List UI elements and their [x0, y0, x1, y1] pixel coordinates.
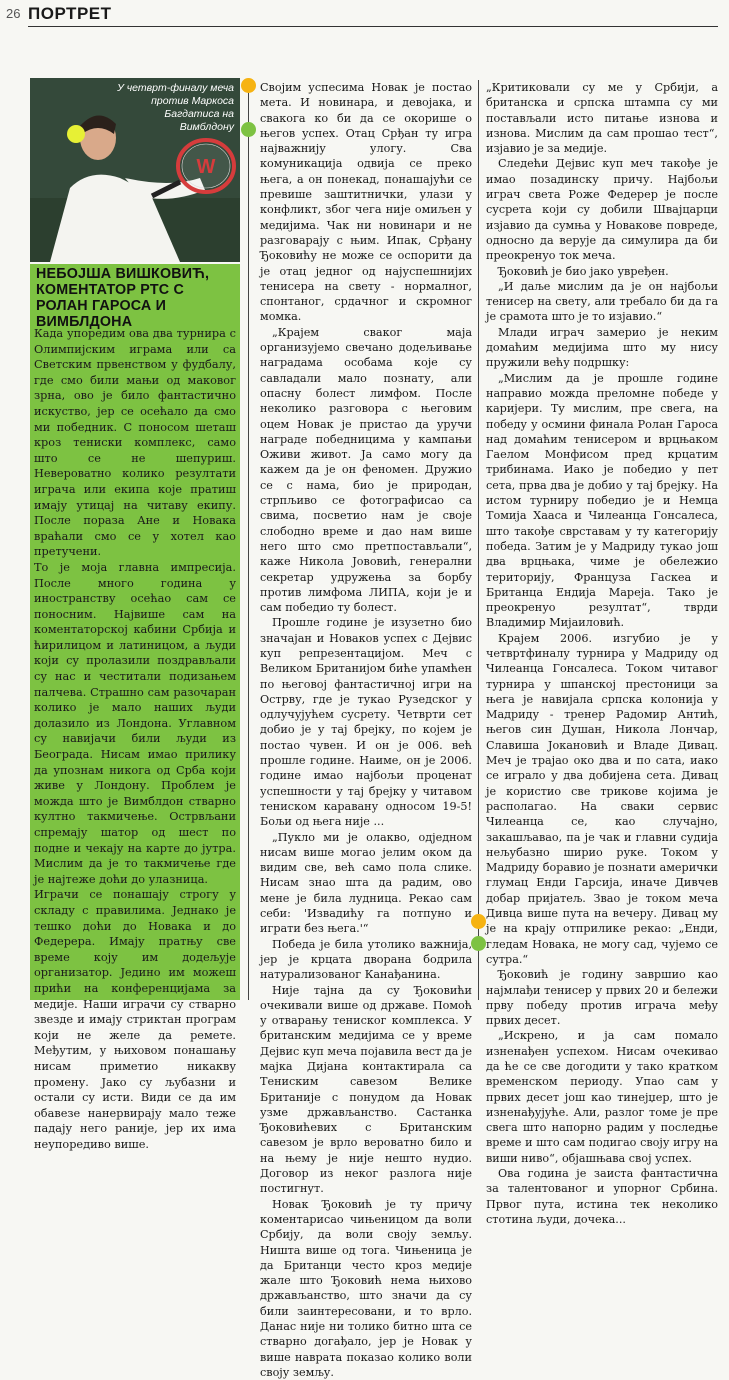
article-paragraph: Новак Ђоковић је ту причу коментарисао чињеницом да воли Србију, да воли своју земљу. Ништа више од тога. Чињеница је да Британци често кроз медије жале што Ђоковић нема њихово држављанство, што значи да су били заинтересовани, и то врло. Данас није ни толико битно шта се стварно догађало, јер је Новак у више наврата показао колико воли своју земљу.: [260, 1197, 472, 1379]
article-paragraph: „И даље мислим да је он најбољи тенисер на свету, али требало би да га је срамота што је то изјавио.“: [486, 279, 718, 324]
decorative-dot: [241, 78, 256, 93]
photo-caption: У четврт-финалу меча против Маркоса Багдатиса на Вимблдону: [117, 82, 234, 133]
header-rule: [28, 26, 718, 27]
sidebar-paragraph: Играчи се понашају строгу у складу с правилима. Једнако је тешко доћи до Новака и до Федерера. Имају пратњу све време коју им додељује организатор. Једино им можеш прићи на конференцијама за медије. Наши играчи су стварно звезде и имају стриктан програм који не желе да ремете. Међутим, у њиховом понашању нисам приметио никакву промену. Јако су љубазни и остали су исти. Види се да им обавезе нанервирају мало теже падају него раније, јер их има неупоредиво више.: [34, 888, 236, 1151]
article-column-3: [486, 80, 718, 1227]
column-rule: [248, 80, 249, 1000]
decorative-dot: [471, 936, 486, 951]
sidebar-headline: НЕБОЈША ВИШКОВИЋ, КОМЕНТАТОР РТС С РОЛАН ГАРОСА И ВИМБЛДОНА: [36, 266, 210, 330]
article-paragraph: Победа је била утолико важнија, јер је крцата дворана бодрила натурализованог Канађанина.: [260, 937, 472, 982]
article-paragraph: „Пукло ми је олакво, одједном нисам више могао јелим оком да видим све, већ само пола слике. Нисам знао шта да радим, ово мене је била лудница. Рекао сам себи: 'Извадићу га потпуно и играти без њега.'“: [260, 830, 472, 936]
decorative-dot: [241, 122, 256, 137]
article-column-2: [260, 80, 472, 1380]
page-number: 26: [6, 6, 21, 21]
column-rule: [478, 80, 479, 1000]
racket-logo: W: [196, 156, 216, 178]
article-paragraph: Крајем 2006. изгубио је у четвртфиналу турнира у Мадриду од Чилеанца Гонсалеса. Током читавог турнира у шпанској престоници за њега је навијала српска колонија у Мадриду - тренер Радомир Антић, његов син Душан, Никола Лончар, Славиша Јокановић и Владе Дивац. Меч је трајао око два и по сата, иако се играло у два добијена сета. Дивац је користио све трикове којима је располагао. На сваки сервис Чилеанца се, као случајно, закашљавао, па је чак и главни судија нељубазно ширио руке. Током у Мадриду боравио је познати амерички глумац Енди Гарсија, иначе Дивчев добар пријатељ. Зваo је током меча Дивца више пута на вечеру. Дивац му је на крају отприлике рекао: „Енди, гледам Новака, не могу сад, чујемо се сутра.“: [486, 631, 718, 966]
article-paragraph: Ђоковић је био јако увређен.: [498, 264, 669, 278]
article-paragraph: Млади играч замерио је неким домаћим медијима што му нису пружили већу подршку:: [486, 325, 718, 370]
article-paragraph: Следећи Дејвис куп меч такође је имао позадинску причу. Најбољи играч света Роже Федерер је после сусрета који су добили Швајцарци изјавио да сумња у Новакове повреде, односно да верује да симулира да би преокренуо ток меча.: [486, 157, 718, 263]
article-paragraph: „Критиковали су ме у Србији, а британска и српска штампа су ми постављали исто питање изнова и изнова. Мислим да сам прошао тест“, изјавио је за медије.: [486, 81, 718, 156]
article-paragraph: Прошле године је изузетно био значајан и Новаков успех с Дејвис куп репрезентацијом. Меч с Великом Британијом биће упамћен по његовој фантастичној игри на Острву, где је тукао Рузедског у одлучујућем сусрету. Четврти сет добио је у тај брејку, по којем је постао чувен. И он је 006. већ прошле године. Наиме, он је 2006. године имао најбољи проценат успешности у тај брејку у читавом тениском каравану односом 19-5! Бољи од њега није ...: [260, 616, 472, 829]
article-paragraph: Ова година је заиста фантастична за талентованог и упорног Србина. Првог пута, истина тек неколико стотина људи, дочека...: [486, 1167, 718, 1226]
article-paragraph: „Крајем сваког маја организујемо свечано додељивање наградама особама које су савладали мало познату, али опасну болест лимфом. После неколико разговора с његовим оцем Новак је пристао да уручи награде победницима у кампањи Оживи живот. Ја само могу да кажем да је он феномен. Дружио се с нама, био је природан, стрпљиво се фотографисао са свима, посветио нам је своје слободно време и дао нам више него што смо претпостављали“, каже Никола Јововић, генерални секретар удружења за борбу против лимфома ЛИПА, који је и сам победио ту болест.: [260, 325, 472, 615]
sidebar-paragraph: То је моја главна импресија. После много година у иностранству осећао сам се поносним. Највише сам на коментаторској кабини Србија и ћирилицом и латиницом, а људи који су пролазили поздрављали су нас и честитали подизањем палчева. Страшно сам разочаран колико је мало наших људи долазило из Лондона. Углавном су навијачи били људи из Београда. Нисам имао прилику да упознам никога од Срба који живе у Лондону. Проблем је можда што је Вимблдон стварно култно такмичење. Острвљани спремају шатор од шест по подне и чекају на карте до јутра. Мислим да је то такмичење где је најтеже доћи до улазница.: [34, 560, 236, 886]
section-title: ПОРТРЕТ: [28, 4, 112, 23]
decorative-dot: [471, 914, 486, 929]
article-paragraph: „Мислим да је прошле године направио можда преломне победе у каријери. Ту мислим, пре свега, на победу у осмини финала Ролан Гароса над домаћим тенисером и врцњаком Гаелом Монфисом пред крцатим трибинама. Иако је победио у пет сета, прва два је добио у тај брејку. На истом турниру победио је и Немца Томија Хааса и Чилеанца Гонсалеса, што такође сврставам у ту категорију победа. Затим је у Мадриду тукао још два врцњака, чиме је обележио територију, Французa Гаскеа и Британца Ендија Мареја. Тако је преокренуо резултат“, тврди Владимир Мијаиловић.: [486, 371, 718, 630]
article-paragraph: „Искрено, и ја сам помало изненађен успехом. Нисам очекивао да ће се све догодити у тако кратком временском периоду. Упао сам у првих десет још као тинејџер, што је изненађујуће. Али, разлог томе је пре свега што напорно радим у последње време и што сам подигао своју игру на виши ниво“, објашњава свој успех.: [486, 1029, 718, 1165]
article-paragraph: Својим успесима Новак је постао мета. И новинара, и девојака, и свакога ко би да се окорише о његов успех. Отац Срђан ту игра најважнију улогу. Сва комуникација одвија се преко њега, а он понекад, понашајући се превише заштитнички, улази у конфликт, због чега није омиљен у медијима. Чак ни новинари и не разговарају с њим. Ипак, Срђану Ђоковићу не може се оспорити да је отац једног од најуспешнијих тенисера на свету - нормалног, спонтаног, срдачног и скромног момка.: [260, 81, 472, 324]
sidebar-text: [34, 326, 236, 1152]
article-paragraph: Ђоковић је годину завршио као најмлађи тенисер у првих 20 и бележи прву победу против играча међу првих десет.: [486, 968, 718, 1028]
sidebar-paragraph: Када упоредим ова два турнира с Олимпијским играма или са Светским првенством у фудбалу, где смо били мањи од маковог зрна, ово је било фантастично искуство, јер се осећало да смо ми победник. С поносом шеташ кроз тениски комплекс, само што се не шепуриш. Невероватно колико резултати играча или екипа које пратиш имају утицај на читаву екипу. После пораза Ане и Новака враћали смо се у хотел као претучени.: [34, 327, 236, 559]
article-paragraph: Није тајна да су Ђоковићи очекивали више од државе. Помоћ у отварању тениског комплекса. У британским медијима се у време Дејвис куп меча појавила вест да је мајка Дијана контактирала са Тениским савезом Велике Британије с понудом да Новак узме држављанство. Састанка Ђоковићевих с Британским савезом је врло вероватно било и на њему је није нешто нудио. Договор из неког разлога није постигнут.: [260, 983, 472, 1196]
tennis-photo: [30, 78, 240, 262]
